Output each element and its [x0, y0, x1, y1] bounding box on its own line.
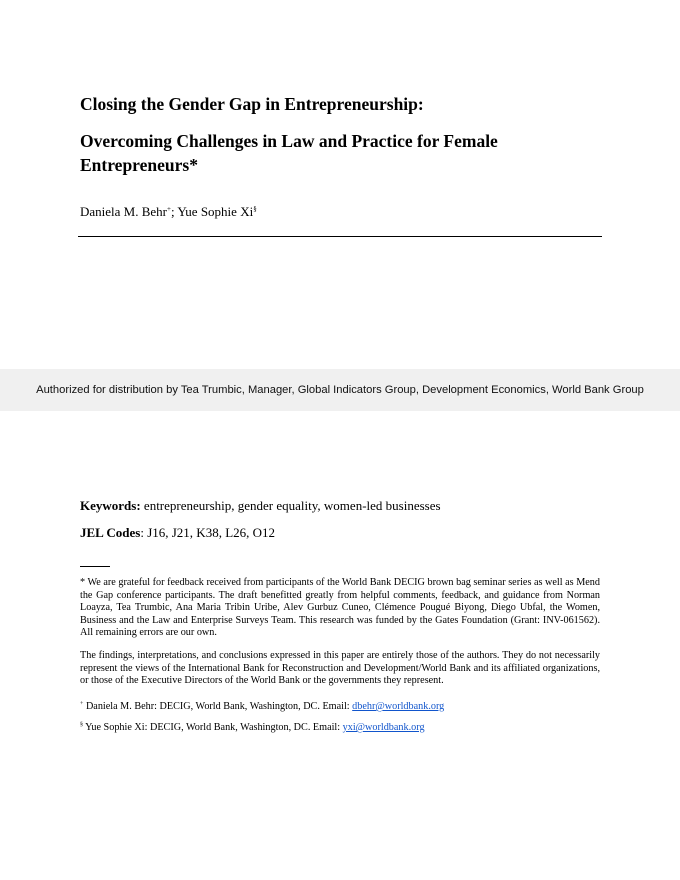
- author-name: Yue Sophie Xi: [177, 204, 254, 219]
- footnote-author2: [80, 719, 600, 735]
- author-line: [80, 204, 257, 220]
- distribution-banner: [0, 369, 680, 411]
- footnote-acknowledgment: * We are grateful for feedback received from participants of the World Bank DECIG brown bag seminar series as well as Mend the Gap conference participants. The draft benefitted greatly from helpful comments, feedback, and guidance from Norman Loayza, Tea Trumbic, Ana Maria Tribin Uribe, Alev Gurbuz Cuneo, Clémence Pougué Biyong, Diego Ubfal, the Women, Business and the Law and Enterprise Surveys Team. This research was funded by the Gates Foundation (Grant: INV-061562). All remaining errors are our own.: [80, 577, 600, 639]
- footnote-mark: +: [167, 205, 171, 213]
- footnote-author1: [80, 698, 600, 714]
- footnote-mark: §: [80, 722, 83, 728]
- keywords: [80, 498, 441, 514]
- jel-label: JEL Codes: [80, 525, 141, 540]
- email-link-xi[interactable]: yxi@worldbank.org: [342, 722, 425, 733]
- jel-text: : J16, J21, K38, L26, O12: [140, 525, 276, 540]
- paper-title-line1: Closing the Gender Gap in Entrepreneurship:: [80, 94, 424, 114]
- footnote-mark: §: [253, 205, 257, 213]
- footnote-disclaimer: The findings, interpretations, and conclusions expressed in this paper are entirely those of the authors. They do not necessarily represent the views of the International Bank for Reconstruction and Development/World Bank and its affiliated organizations, or those of the Executive Directors of the World Bank or the governments they represent.: [80, 650, 600, 687]
- footnote-divider: [80, 566, 110, 567]
- distribution-text: Authorized for distribution by Tea Trumbic, Manager, Global Indicators Group, Development Economics, World Bank Group: [36, 384, 644, 396]
- author-name: Daniela M. Behr: [80, 204, 168, 219]
- email-link-behr[interactable]: dbehr@worldbank.org: [352, 701, 445, 712]
- author-separator: ;: [170, 204, 178, 219]
- footnote-text: Yue Sophie Xi: DECIG, World Bank, Washington, DC. Email:: [83, 722, 343, 733]
- jel-codes: [80, 525, 275, 541]
- footnote-mark: +: [80, 701, 84, 707]
- footnote-text: Daniela M. Behr: DECIG, World Bank, Washington, DC. Email:: [83, 701, 353, 712]
- title-divider: [78, 236, 602, 237]
- keywords-text: entrepreneurship, gender equality, women-led businesses: [140, 498, 441, 513]
- keywords-label: Keywords:: [80, 498, 141, 513]
- paper-title-line2: Overcoming Challenges in Law and Practice for Female Entrepreneurs*: [80, 131, 498, 175]
